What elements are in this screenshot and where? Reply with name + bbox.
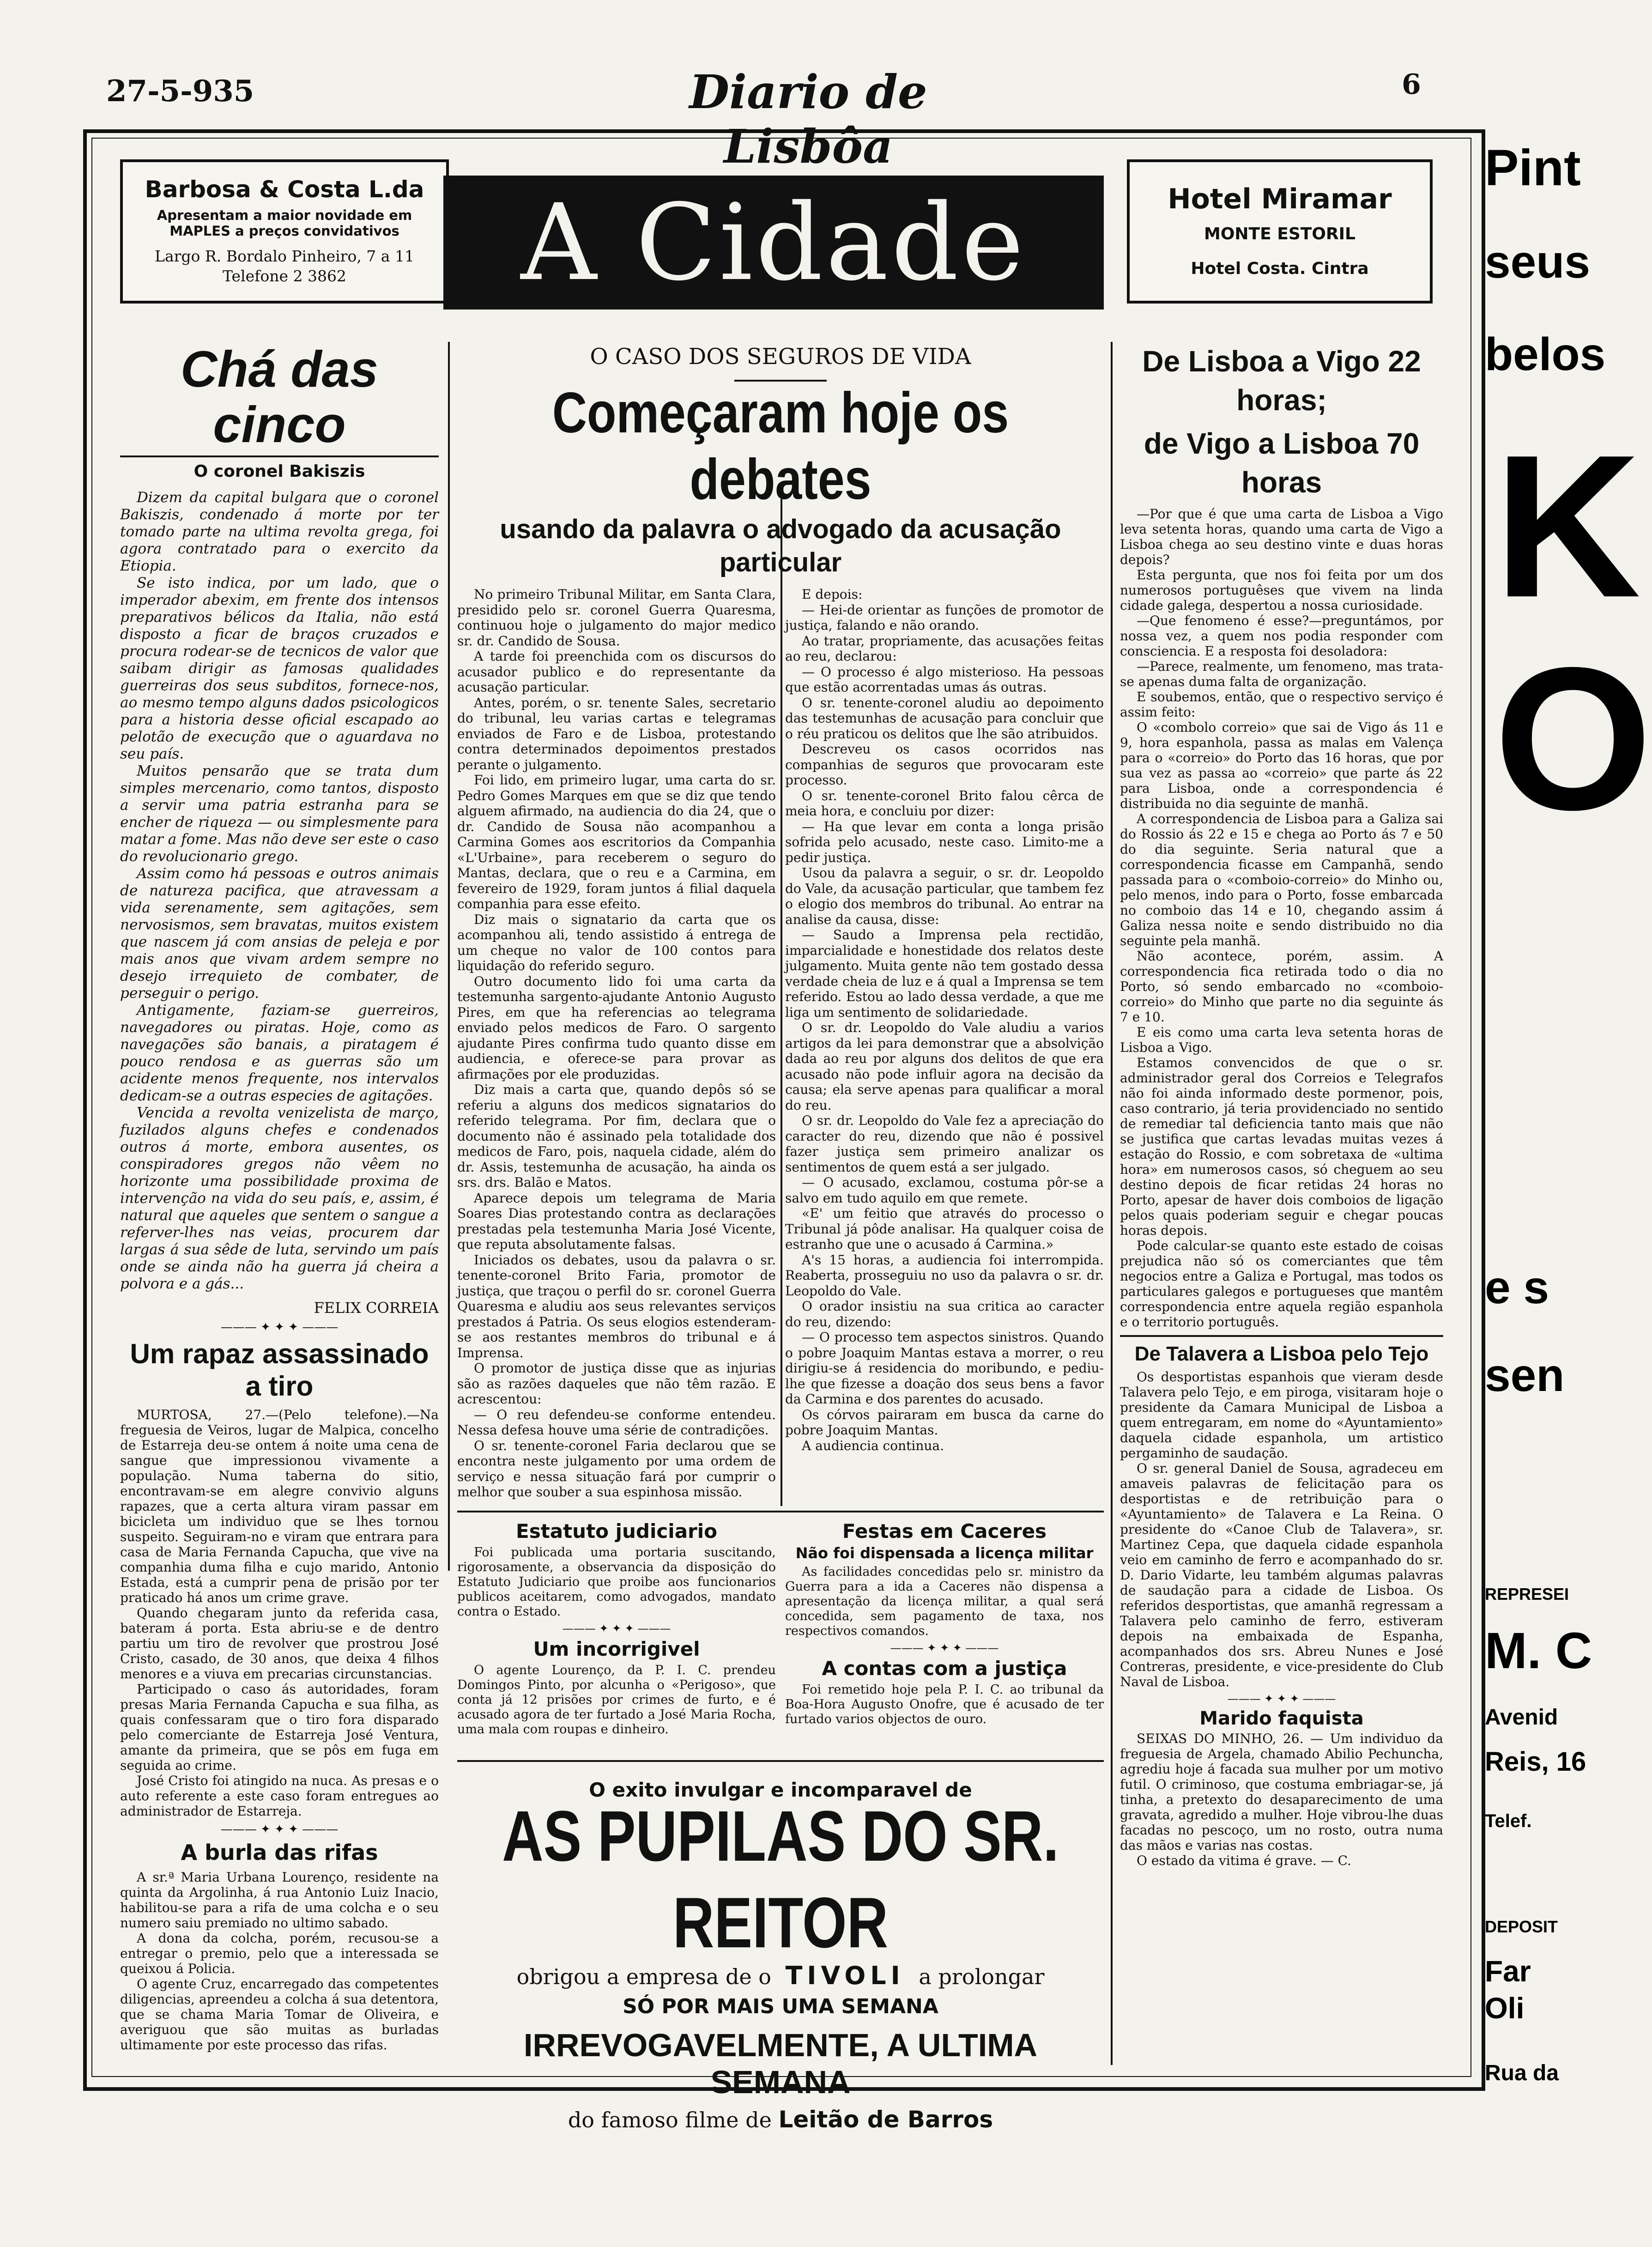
lead-paragraph: — O processo é algo misterioso. Ha pessoas que estão acorrentadas umas ás outras. xyxy=(785,664,1104,695)
ad-barbosa-costa xyxy=(120,159,449,304)
item-heading-incorrigivel: Um incorrigivel xyxy=(533,1638,700,1660)
lead-paragraph: — Ha que levar em conta a longa prisão sofrida pelo acusado, neste caso. Limito-me a pedir justiça. xyxy=(785,819,1104,865)
film-ad xyxy=(457,1769,1104,2133)
film-ad-director: Leitão de Barros xyxy=(778,2106,993,2133)
story-body-rapaz xyxy=(120,1407,439,1819)
item-body-justica: Foi remetido hoje pela P. I. C. ao tribunal da Boa-Hora Augusto Onofre, que é acusado de ter furtado varios objectos de ouro. xyxy=(785,1682,1104,1726)
lead-paragraph: Antes, porém, o sr. tenente Sales, secretario do tribunal, leu varias cartas e telegramas enviados de Faro e de Lisboa, protestando contra determinados depoimentos prestados perante o julgamento. xyxy=(457,695,776,772)
col4-paragraph: SEIXAS DO MINHO, 26. — Um individuo da freguesia de Argela, chamado Abilio Pechuncha, agrediu hoje á facada sua mulher por um motivo futil. O criminoso, que costuma embriagar-se, já tinha, a pretexto do desaparecimento de uma gravata, agredido a mulher. Hoje vibrou-lhe duas facadas no pescoço, um no rosto, outra numa das mãos e varias nas costas. xyxy=(1120,1731,1443,1853)
ad-offer: Apresentam a maior novidade em MAPLES a preços convidativos xyxy=(157,207,412,239)
mid-left-items xyxy=(457,1520,776,1737)
lead-paragraph: O sr. tenente-coronel Brito falou cêrca de meia hora, e concluiu por dizer: xyxy=(785,788,1104,819)
col4-paragraph: E eis como uma carta leva setenta horas de Lisboa a Vigo. xyxy=(1120,1025,1443,1055)
item-body-caceres: As facilidades concedidas pelo sr. ministro da Guerra para a ida a Caceres não dispensa a apresentação da licença militar, a qual será concedida, sem pagamento de taxa, nos respectivos comandos. xyxy=(785,1565,1104,1638)
bleed-word: K xyxy=(1494,413,1641,640)
story-heading-rifas: A burla das rifas xyxy=(181,1840,378,1865)
lead-paragraph: O sr. tenente-coronel aludiu ao depoimento das testemunhas de acusação para concluir que o réu praticou os delitos que lhe são atribuidos. xyxy=(785,695,1104,741)
lead-paragraph: Aparece depois um telegrama de Maria Soares Dias protestando contra as declarações prestadas pela testemunha Maria José Vicente, que reputa absolutamente falsas. xyxy=(457,1190,776,1252)
lead-paragraph: Ao tratar, propriamente, das acusações feitas ao reu, declarou: xyxy=(785,633,1104,664)
col4-paragraph: —Por que é que uma carta de Lisboa a Vigo leva setenta horas, quando uma carta de Vigo a Lisboa chega ao seu destino vinte e duas horas depois? xyxy=(1120,506,1443,567)
column-rule-1 xyxy=(448,342,450,1571)
column-cha-das-cinco xyxy=(120,342,439,2053)
lead-paragraph: A tarde foi preenchida com os discursos do acusador publico e do representante da acusação particular. xyxy=(457,649,776,695)
page-number: 6 xyxy=(1402,68,1421,101)
bleed-word: Oli xyxy=(1485,1992,1525,2025)
lead-headline: Começaram hoje os debates xyxy=(552,381,1009,512)
lead-paragraph: — O processo tem aspectos sinistros. Quando o pobre Joaquim Mantas estava a morrer, o reu dirigiu-se á residencia do moribundo, e pediu-lhe que fizesse a doação dos seus bens a favor da Carmina e dos parentes do acusado. xyxy=(785,1330,1104,1407)
lead-paragraph: Diz mais o signatario da carta que os acompanhou ali, tendo assistido á entrega de um cheque no valor de 100 contos para liquidação do referido seguro. xyxy=(457,911,776,973)
col4-paragraph: Pode calcular-se quanto este estado de coisas prejudica não só os comerciantes que têm negocios entre a Galiza e Portugal, mas todos os particulares galegos e portugueses que mantêm correspondencia entre aquela região espanhola e o territorio português. xyxy=(1120,1238,1443,1330)
film-ad-top-rule xyxy=(457,1760,1104,1762)
ad-hotel-other: Hotel Costa. Cintra xyxy=(1191,259,1369,278)
col4-divider: ——— ✦ ✦ ✦ ——— xyxy=(1227,1692,1336,1705)
bleed-word: Pint xyxy=(1485,140,1581,196)
mid-top-rule xyxy=(457,1511,1104,1512)
item-body-incorrigivel: O agente Lourenço, da P. I. C. prendeu Domingos Pinto, por alcunha o «Perigoso», que conta já 12 prisões por crimes de furto, e é acusado agora de ter furtado a José Maria Rocha, uma mala com roupas e dinheiro. xyxy=(457,1663,776,1737)
lead-paragraph: E depois: xyxy=(802,587,863,602)
lead-kicker: O CASO DOS SEGUROS DE VIDA xyxy=(590,344,971,370)
item-subheading-caceres: Não foi dispensada a licença militar xyxy=(795,1544,1094,1562)
film-ad-cinema: TIVOLI xyxy=(785,1961,905,1990)
col4-paragraph: Os desportistas espanhois que vieram desde Talavera pelo Tejo, e em piroga, visitaram hoje o presidente da Camara Municipal de Lisboa a quem entregaram, em nome do «Ayuntamiento» daquela cidade espanhola, um artistico pergaminho de saudação. xyxy=(1120,1369,1443,1461)
ad-company-name: Barbosa & Costa L.da xyxy=(145,176,424,203)
lead-paragraph: O sr. dr. Leopoldo do Vale aludiu a varios artigos da lei para demonstrar que a absolvição dada ao reu por alguns dos delitos de que era acusado não pode influir agora na decisão da causa; ela serve apenas para qualificar a moral do reu. xyxy=(785,1020,1104,1113)
lead-paragraph: Foi lido, em primeiro lugar, uma carta do sr. Pedro Gomes Marques em que se diz que tendo alguem afirmado, na audiencia do dia 24, que o dr. Candido de Sousa não acompanhou a Carmina Gomes aos escritorios da Companhia «L'Urbaine», para receberem o seguro do Mantas, declara, que o reu e a Carmina, em fevereiro de 1929, foram juntos á filial daquela companhia para esse efeito. xyxy=(457,772,776,911)
ad-hotel-place: MONTE ESTORIL xyxy=(1204,225,1355,243)
ad-address: Largo R. Bordalo Pinheiro, 7 a 11 xyxy=(155,247,414,265)
col1-body xyxy=(120,489,439,1293)
lead-story xyxy=(457,342,1104,1500)
col4-paragraph: E soubemos, então, que o respectivo serviço é assim feito: xyxy=(1120,689,1443,720)
col4-paragraph: O «combolo correio» que sai de Vigo ás 11 e 9, hora espanhola, passa as malas em Valença para o «correio» do Porto das 16 horas, que por sua vez as passa ao «correio» que parte ás 22 para Lisboa, onde a correspondencia é distribuida no dia seguinte de manhã. xyxy=(1120,720,1443,811)
item-heading-justica: A contas com a justiça xyxy=(822,1657,1067,1680)
lead-deck: usando da palavra o advogado da acusação particular xyxy=(500,514,1061,577)
bleed-word: Reis, 16 xyxy=(1485,1747,1586,1777)
col1-paragraph: Se isto indica, por um lado, que o imperador abexim, em frente dos intensos preparativos bélicos da Italia, não está disposto a ficar de braços cruzados e procura rodear-se de tecnicos de valor que saibam dirigir as famosas qualidades guerreiras dos seus subditos, fornece-nos, ao mesmo tempo alguns dados psicologicos para a historia desse oficial escapado ao pelotão de execução que o aguardava no seu país. xyxy=(120,575,439,762)
column-rule-3 xyxy=(1111,342,1113,2065)
story-paragraph: Quando chegaram junto da referida casa, bateram á porta. Esta abriu-se e de dentro partiu um tiro de revolver que prostrou José Cristo, casado, de 30 anos, que deixa 4 filhos menores e a viuva em precarias circunstancias. xyxy=(120,1605,439,1682)
col4-paragraph: O sr. general Daniel de Sousa, agradeceu em amaveis palavras de felicitação para os desportistas e de retribuição para o «Ayuntamiento» de Talavera e La Reina. O presidente do «Canoe Club de Talavera», sr. Martinez Cepa, que daquela cidade espanhola veio em caminho de ferro e acompanhado do sr. D. Dario Vidarte, leu também algumas palavras de saudação para a cidade de Lisboa. Os referidos desportistas, que amanhã regressam a Talavera pelo caminho de ferro, estiveram depois na embaixada de Espanha, acompanhados dos srs. Abreu Nunes e José Contreras, presidente, e vice-presidente do Club Naval de Lisboa. xyxy=(1120,1461,1443,1689)
story-heading-rapaz: Um rapaz assassinado a tiro xyxy=(130,1338,429,1402)
item-heading-estatuto: Estatuto judiciario xyxy=(516,1520,717,1543)
lead-paragraph: O sr. tenente-coronel Faria declarou que se encontra neste julgamento por uma ordem de serviço e nessa situação fará por cumprir o melhor que souber a sua espinhosa missão. xyxy=(457,1438,776,1500)
ad-hotel-name: Hotel Miramar xyxy=(1168,183,1392,215)
section-banner-title: A Cidade xyxy=(520,181,1027,304)
bleed-word: Rua da xyxy=(1485,2061,1559,2085)
col1-heading-rule xyxy=(120,455,439,457)
lead-paragraph: No primeiro Tribunal Militar, em Santa Clara, presidido pelo sr. coronel Guerra Quaresma, continuou hoje o julgamento do major medico sr. dr. Candido de Sousa. xyxy=(457,587,776,649)
lead-col-a xyxy=(457,587,776,1500)
lead-col-b xyxy=(785,587,1104,1500)
lead-paragraph: — O reu defendeu-se conforme entendeu. Nessa defesa houve uma série de contradições. xyxy=(457,1407,776,1438)
col4-body-faquista xyxy=(1120,1731,1443,1868)
col4-body-talavera xyxy=(1120,1369,1443,1689)
item-divider: ——— ✦ ✦ ✦ ——— xyxy=(890,1641,999,1654)
col1-divider: ——— ✦ ✦ ✦ ——— xyxy=(220,1320,339,1334)
bleed-word: Telef. xyxy=(1485,1811,1532,1831)
lead-paragraph: Iniciados os debates, usou da palavra o sr. tenente-coronel Brito Faria, promotor de justiça, que traçou o perfil do sr. coronel Guerra Quaresma e aludiu aos seus relevantes serviços prestados á Patria. Os seus elogios estenderam-se aos restantes membros do tribunal e á Imprensa. xyxy=(457,1252,776,1360)
bleed-word: belos xyxy=(1485,328,1606,380)
lead-columns xyxy=(457,587,1104,1500)
lead-paragraph: Diz mais a carta que, quando depôs só se referiu a alguns dos medicos signatarios do referido telegrama. Por fim, declara que o documento não é assinado pela totalidade dos medicos de Faro, pois, naquela cidade, além do dr. Assis, testemunha de acusação, ha ainda os srs. drs. Balão e Matos. xyxy=(457,1082,776,1190)
lead-paragraph: — Saudo a Imprensa pela rectidão, imparcialidade e honestidade dos relatos deste julgamento. Muita gente não tem gostado dessa verdade cheia de luz e á qual a Imprensa se tem referido. Estou ao lado dessa verdade, a que me liga um sentimento de solidariedade. xyxy=(785,927,1104,1020)
story-paragraph: O agente Cruz, encarregado das competentes diligencias, apreendeu a colcha á sua detentora, que se chama Maria Tomar de Oliveira, e averiguou que são muitas as burladas ultimamente por este processo das rifas. xyxy=(120,1976,439,2053)
col1-paragraph: Antigamente, faziam-se guerreiros, navegadores ou piratas. Hoje, como as navegações são banais, a piratagem é pouco rendosa e as guerras são um acidente menos frequente, nos intervalos dedicam-se a outras especies de agitações. xyxy=(120,1002,439,1104)
bleed-word: sen xyxy=(1485,1349,1565,1401)
bleed-strip xyxy=(1485,129,1652,2116)
col4-paragraph: —Parece, realmente, um fenomeno, mas trata-se apenas duma falta de organização. xyxy=(1120,659,1443,689)
lead-paragraph: Outro documento lido foi uma carta da testemunha sargento-ajudante Antonio Augusto Pires, em que ha referencias ao telegrama enviado pelos medicos de Faro. O sargento ajudante Pires confirma tudo quanto disse em audiencia, e oferece-se para provar as afirmações por ele produzidas. xyxy=(457,973,776,1082)
bleed-word: REPRESEI xyxy=(1485,1585,1569,1603)
issue-date: 27-5-935 xyxy=(106,74,254,109)
film-ad-credit xyxy=(457,2106,1104,2133)
bleed-word: seus xyxy=(1485,236,1590,288)
mid-right-items xyxy=(785,1520,1104,1727)
col1-subheading: O coronel Bakiszis xyxy=(194,462,365,481)
story-paragraph: Participado o caso ás autoridades, foram presas Maria Fernanda Capucha e sua filha, as quais confessaram que o tiro fora disparado pelo comerciante de Estarreja José Ventura, amante da primeira, que se pôs em fuga em seguida ao crime. xyxy=(120,1682,439,1773)
lead-paragraph: — Hei-de orientar as funções de promotor de justiça, falando e não orando. xyxy=(785,602,1104,633)
lead-paragraph: A audiencia continua. xyxy=(802,1438,944,1453)
lead-paragraph: Descreveu os casos ocorridos nas companhias de seguros que provocaram este processo. xyxy=(785,741,1104,788)
film-ad-title: AS PUPILAS DO SR. REITOR xyxy=(502,1797,1059,1963)
item-body-estatuto: Foi publicada uma portaria suscitando, rigorosamente, a observancia da disposição do Estatuto Judiciario que proibe aos funcionarios publicos aceitarem, como advogados, mandato contra o Estado. xyxy=(457,1545,776,1619)
lead-paragraph: — O acusado, exclamou, costuma pôr-se a salvo em tudo aquilo em que remete. xyxy=(785,1175,1104,1206)
col4-rule xyxy=(1120,1335,1443,1337)
story-paragraph: A sr.ª Maria Urbana Lourenço, residente na quinta da Argolinha, á rua Antonio Luiz Inacio, habilitou-se para a rifa de uma colcha e o seu numero saiu premiado no ultimo sabado. xyxy=(120,1870,439,1931)
lead-paragraph: «E' um feitio que através do processo o Tribunal já pôde analisar. Ha qualquer coisa de estranho que une o acusado á Carmina.» xyxy=(785,1206,1104,1252)
bleed-word: M. C xyxy=(1485,1622,1592,1679)
film-ad-one-week: SÓ POR MAIS UMA SEMANA xyxy=(623,1995,938,2018)
bleed-word: e s xyxy=(1485,1262,1549,1313)
lead-paragraph: O sr. dr. Leopoldo do Vale fez a apreciação do caracter do reu, dizendo que não é possivel fazer justiça sem primeiro analizar os sentimentos de quem está a ser julgado. xyxy=(785,1113,1104,1175)
bleed-word: Far xyxy=(1485,1955,1531,1988)
film-ad-credit-prefix: do famoso filme de xyxy=(568,2107,772,2132)
lead-paragraph: Usou da palavra a seguir, o sr. dr. Leopoldo do Vale, da acusação particular, que tambem fez o elogio dos membros do tribunal. Ao entrar na analise da causa, disse: xyxy=(785,865,1104,927)
col1-paragraph: Dizem da capital bulgara que o coronel Bakiszis, condenado á morte por ter tomado parte na ultima revolta grega, foi agora contratado para o exercito da Etiopia. xyxy=(120,489,439,574)
section-banner xyxy=(443,176,1104,310)
col1-divider: ——— ✦ ✦ ✦ ——— xyxy=(220,1822,339,1836)
column-lisboa-vigo xyxy=(1120,342,1443,1868)
col4-paragraph: Não acontece, porém, assim. A correspondencia fica retirada todo o dia no Porto, só sendo embarcado no «comboio-correio» do Minho que parte no dia seguinte ás 7 e 10. xyxy=(1120,948,1443,1025)
bleed-word: O xyxy=(1494,626,1652,852)
col4-headline-1: De Lisboa a Vigo 22 horas; xyxy=(1142,345,1421,417)
col4-paragraph: A correspondencia de Lisboa para a Galiza sai do Rossio ás 22 e 15 e chega ao Porto ás 7 e 50 do dia seguinte. Seria natural que a correspondencia ficasse em Campanhã, sendo passada para o «comboio-correio» do Minho ou, pelo menos, indo para o Porto, fosse embarcada no comboio das 14 e 10, chegando assim á Galiza nessa noite e sendo distribuido no dia seguinte pela manhã. xyxy=(1120,811,1443,948)
story-body-rifas xyxy=(120,1870,439,2053)
bleed-word: Avenid xyxy=(1485,1705,1558,1730)
lead-paragraph: O promotor de justiça disse que as injurias são as razões daqueles que não têm razão. E acrescentou: xyxy=(457,1360,776,1407)
col4-paragraph: Esta pergunta, que nos foi feita por um dos numerosos portuguêses que vivem na linda cidade galega, despertou a nossa curiosidade. xyxy=(1120,567,1443,613)
bleed-word: DEPOSIT xyxy=(1485,1917,1558,1936)
ad-phone: Telefone 2 3862 xyxy=(223,267,346,285)
col4-body xyxy=(1120,506,1443,1330)
col4-paragraph: —Que fenomeno é esse?—preguntámos, por nossa vez, a quem nos podia responder com consciencia. E a resposta foi desoladora: xyxy=(1120,613,1443,659)
col4-headline-2: de Vigo a Lisboa 70 horas xyxy=(1144,427,1420,499)
col4-heading-faquista: Marido faquista xyxy=(1199,1708,1364,1729)
newspaper-title: Diario de Lisbôa xyxy=(689,65,927,174)
col1-paragraph: Vencida a revolta venizelista de março, fuzilados alguns chefes e condenados outros á morte, embora ausentes, os conspiradores gregos não vêem no horizonte uma possibilidade proxima de intervenção na vida do seu país, e, assim, é natural que aqueles que sentem o sangue a referver-lhes nas veias, procurem dar largas á sua sêde de luta, servindo um país onde se ainda não ha guerra já cheira a polvora e a gás... xyxy=(120,1105,439,1292)
film-ad-last-week: IRREVOGAVELMENTE, A ULTIMA SEMANA xyxy=(523,2027,1038,2100)
col1-paragraph: Assim como há pessoas e outros animais de natureza pacifica, que atravessam a vida serenamente, sem agitações, sem nervosismos, sem bravatas, muitos existem que nascem já com ansias de peleja e por mais anos que vivam ardem sempre no desejo irrequieto de combater, de perseguir o perigo. xyxy=(120,865,439,1002)
story-paragraph: A dona da colcha, porém, recusou-se a entregar o premio, pelo que a interessada se queixou á Policia. xyxy=(120,1931,439,1976)
col4-paragraph: O estado da vitima é grave. — C. xyxy=(1137,1853,1351,1868)
film-ad-prolong-a: obrigou a empresa de o xyxy=(516,1964,771,1989)
story-paragraph: José Cristo foi atingido na nuca. As presas e o auto referente a este caso foram entregues ao administrador de Estarreja. xyxy=(120,1773,439,1819)
col1-signature: FELIX CORREIA xyxy=(314,1299,439,1317)
col4-paragraph: Estamos convencidos de que o sr. administrador geral dos Correios e Telegrafos não foi ainda informado deste pormenor, pois, caso contrario, já teria providenciado no sentido de remediar tal deficiencia tanto mais que não se justifica que cartas levadas muitas vezes á estação do Rossio, e com sobretaxa de «ultima hora» em numerosos casos, só cheguem ao seu destino depois de ficar retidas 24 horas no Porto, apesar de haver dois comboios de ligação pelos quais poderiam seguir e chegar poucas horas depois. xyxy=(1120,1055,1443,1238)
lead-paragraph: O orador insistiu na sua critica ao caracter do reu, dizendo: xyxy=(785,1299,1104,1330)
col4-heading-talavera: De Talavera a Lisboa pelo Tejo xyxy=(1134,1342,1429,1365)
col1-paragraph: Muitos pensarão que se trata dum simples mercenario, como tantos, disposto a servir uma patria estranha para se encher de riqueza — ou simplesmente para matar a fome. Mas não deve ser este o caso do revolucionario grego. xyxy=(120,763,439,865)
film-ad-prolong-b: a prolongar xyxy=(919,1964,1045,1989)
item-heading-caceres: Festas em Caceres xyxy=(842,1520,1047,1543)
item-divider: ——— ✦ ✦ ✦ ——— xyxy=(562,1622,671,1635)
ad-hotel-miramar xyxy=(1127,159,1433,304)
lead-paragraph: Os córvos pairaram em busca da carne do pobre Joaquim Mantas. xyxy=(785,1407,1104,1438)
lead-paragraph: A's 15 horas, a audiencia foi interrompida. Reaberta, prosseguiu no uso da palavra o sr. dr. Leopoldo do Vale. xyxy=(785,1252,1104,1299)
story-paragraph: MURTOSA, 27.—(Pelo telefone).—Na freguesia de Veiros, lugar de Malpica, concelho de Estarreja deu-se ontem á noite uma cena de sangue que impressionou vivamente a população. Numa taberna do sitio, encontravam-se em alegre convivio alguns rapazes, que a certa altura viram passar em bicicleta um individuo que se lhes tornou suspeito. Seguiram-no e viram que entrara para casa de Maria Fernanda Capucha, que vive na companhia duma filha e cujo marido, Antonio Estada, está a cumprir pena de prisão por ter praticado há anos um crime grave. xyxy=(120,1407,439,1605)
film-ad-intro: O exito invulgar e incomparavel de xyxy=(589,1779,972,1801)
col1-heading: Chá das cinco xyxy=(181,341,378,453)
